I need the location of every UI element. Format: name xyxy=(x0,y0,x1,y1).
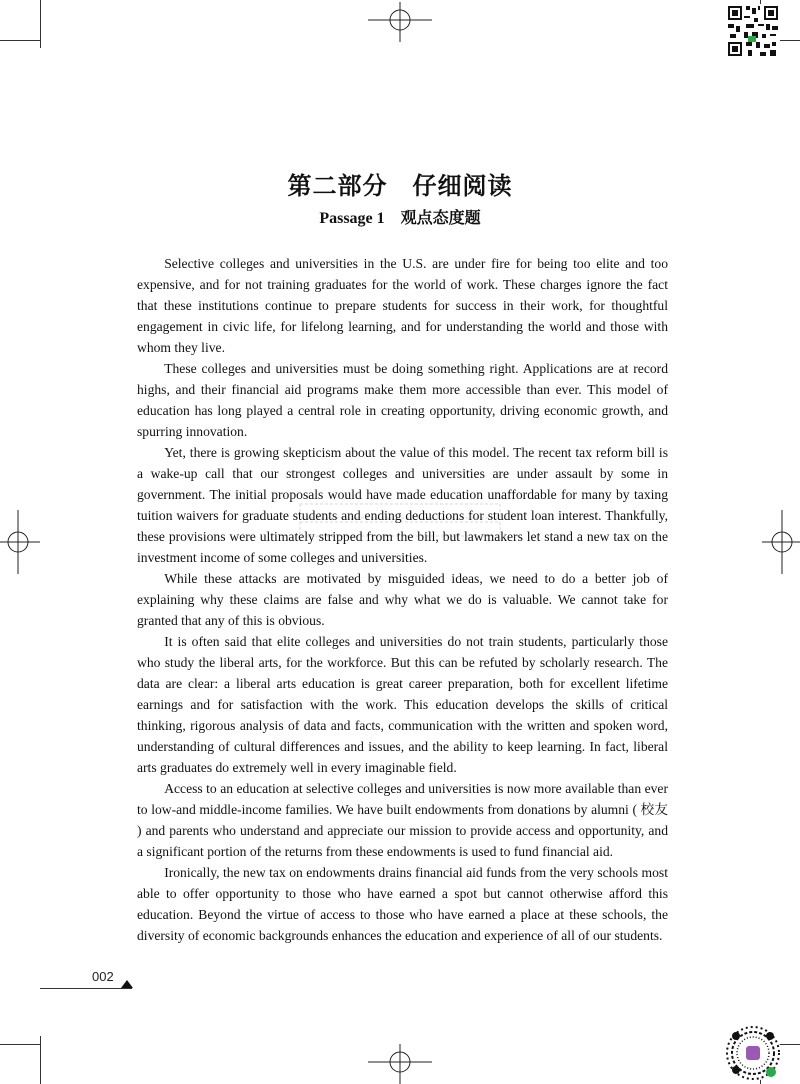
passage-body xyxy=(137,253,668,946)
crop-mark xyxy=(0,40,40,41)
crop-mark xyxy=(0,1044,40,1045)
passage-subtitle: Passage 1 观点态度题 xyxy=(319,210,481,227)
passage-paragraph: Selective colleges and universities in the U.S. are under fire for being too elite and too expensive, and for not training graduates for the world of work. These charges ignore the fact that these institutions continue to prepare students for success in their work, for thoughtful engagement in civic life, for lifelong learning, and for understanding the world and those with whom they live. xyxy=(137,256,668,355)
passage-paragraph: Access to an education at selective colleges and universities is now more available than ever to low-and middle-income families. We have built endowments from donations by alumni ( 校友 ) and parents who understand and appreciate our mission to provide access and opportunity, and a significant portion of the returns from these endowments is used to fund financial aid. xyxy=(137,781,668,859)
mini-program-code-icon[interactable] xyxy=(724,1024,782,1082)
registration-mark-icon xyxy=(0,510,40,574)
passage-paragraph: It is often said that elite colleges and universities do not train students, particularly those who study the liberal arts, for the workforce. But this can be refuted by scholarly research. The data are clear: a liberal arts education is great career preparation, both for excellent lifetime earnings and for satisfaction with the work. This education develops the skills of critical thinking, rigorous analysis of data and facts, communication with the written and spoken word, understanding of cultural differences and issues, and the ability to keep learning. In fact, liberal arts graduates do extremely well in every imaginable field. xyxy=(137,634,668,775)
crop-mark xyxy=(40,0,41,48)
passage-paragraph: These colleges and universities must be doing something right. Applications are at record highs, and their financial aid programs make them more accessible than ever. This model of education has long played a central role in creating opportunity, driving economic growth, and spurring innovation. xyxy=(137,361,668,439)
crop-mark xyxy=(40,1036,41,1084)
page-number: 002 xyxy=(92,969,114,984)
passage-paragraph: Ironically, the new tax on endowments drains financial aid funds from the very schools most able to offer opportunity to those who have earned a spot but cannot otherwise afford this education. Beyond the virtue of access to those who have earned a place at these schools, the diversity of economic backgrounds enhances the education and experience of all of our students. xyxy=(137,865,668,943)
passage-paragraph: While these attacks are motivated by misguided ideas, we need to do a better job of explaining why these claims are false and why what we do is valuable. We cannot take for granted that any of this is obvious. xyxy=(137,571,668,628)
registration-mark-icon xyxy=(762,510,800,574)
footer-triangle-icon xyxy=(121,980,133,988)
footer-rule xyxy=(40,988,132,989)
qr-code-icon[interactable] xyxy=(726,4,780,58)
passage-paragraph: Yet, there is growing skepticism about the value of this model. The recent tax reform bill is a wake-up call that our strongest colleges and universities are under assault by some in government. The initial proposals would have made education unaffordable for many by taxing tuition waivers for graduate students and ending deductions for student loan interest. Thankfully, these provisions were ultimately stripped from the bill, but lawmakers let stand a new tax on the investment income of some colleges and universities. xyxy=(137,445,668,565)
registration-mark-icon xyxy=(368,2,432,42)
registration-mark-icon xyxy=(368,1044,432,1084)
section-title: 第二部分 仔细阅读 xyxy=(287,172,513,200)
